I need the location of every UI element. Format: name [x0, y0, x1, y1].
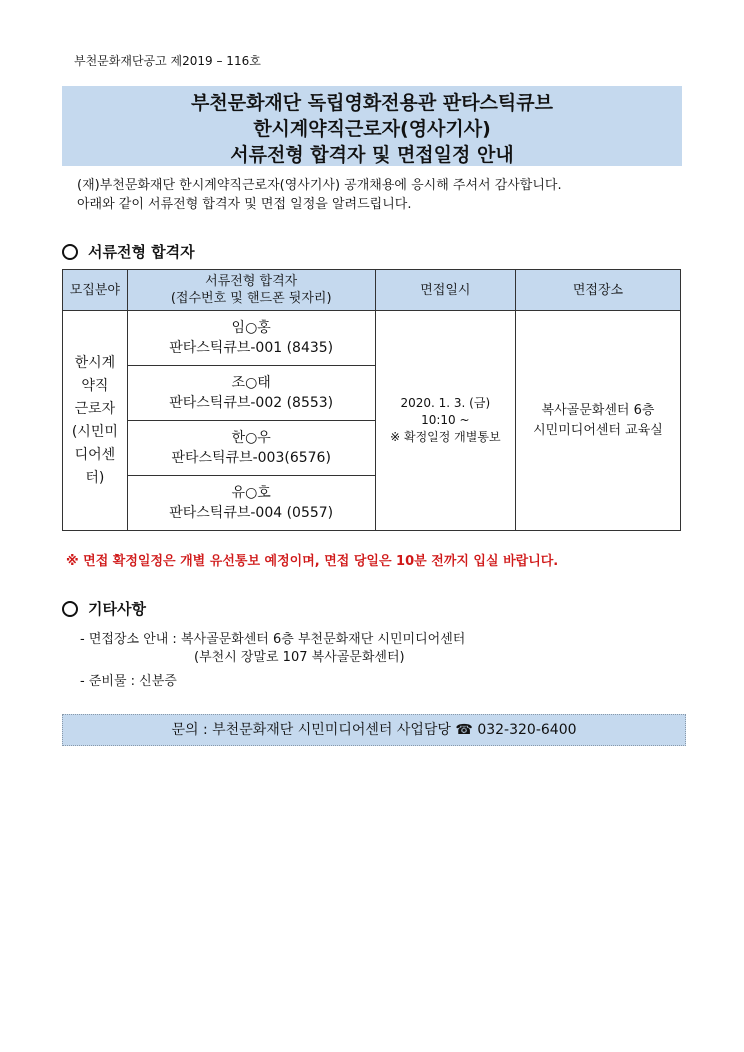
candidate-name: 조○태 — [231, 375, 271, 391]
interview-place-cell — [515, 311, 680, 531]
etc-item-supplies: - 준비물 : 신분증 — [80, 674, 177, 689]
header-candidates-line-1: 서류전형 합격자 — [205, 274, 298, 289]
candidate-cell — [127, 421, 375, 476]
date-line-1: 2020. 1. 3. (금) — [400, 396, 491, 410]
candidate-code: 판타스틱큐브-004 (0557) — [169, 505, 334, 521]
title-line-2: 한시계약직근로자(영사기사) — [253, 118, 491, 140]
contact-text: 문의 : 부천문화재단 시민미디어센터 사업담당 — [171, 722, 451, 738]
interview-date-cell — [375, 311, 515, 531]
title-line-1: 부천문화재단 독립영화전용관 판타스틱큐브 — [191, 92, 553, 114]
contact-phone: 032-320-6400 — [477, 722, 577, 738]
section-title: 서류전형 합격자 — [88, 243, 195, 261]
field-line: (시민미 — [71, 423, 118, 440]
field-line: 터) — [85, 469, 105, 486]
field-line: 한시계 — [74, 354, 116, 371]
date-line-2: 10:10 ~ — [421, 413, 470, 427]
section-heading-passers — [62, 241, 195, 262]
candidate-name: 유○호 — [231, 485, 271, 501]
place-line-2: 시민미디어센터 교육실 — [533, 422, 663, 438]
candidate-cell — [127, 476, 375, 531]
candidate-code: 판타스틱큐브-003(6576) — [171, 450, 331, 466]
date-line-3: ※ 확정일정 개별통보 — [390, 430, 501, 444]
interview-notice: ※ 면접 확정일정은 개별 유선통보 예정이며, 면접 당일은 10분 전까지 입실 바랍니다. — [66, 554, 559, 569]
field-cell — [63, 311, 128, 531]
candidate-cell — [127, 366, 375, 421]
field-line: 근로자 — [74, 400, 116, 417]
header-candidates — [127, 270, 375, 311]
etc-item-location: - 면접장소 안내 : 복사골문화센터 6층 부천문화재단 시민미디어센터 — [80, 632, 466, 647]
notice-number: 부천문화재단공고 제2019 – 116호 — [74, 54, 261, 68]
table-row — [63, 311, 681, 366]
candidate-name: 임○홍 — [231, 320, 271, 336]
intro-line-2: 아래와 같이 서류전형 합격자 및 면접 일정을 알려드립니다. — [77, 197, 412, 212]
header-candidates-line-2: (접수번호 및 핸드폰 뒷자리) — [170, 291, 332, 306]
place-line-1: 복사골문화센터 6층 — [541, 402, 655, 418]
field-line: 약직 — [81, 377, 109, 394]
header-place: 면접장소 — [515, 270, 680, 311]
circle-bullet-icon — [62, 244, 78, 260]
intro-line-1: (재)부천문화재단 한시계약직근로자(영사기사) 공개채용에 응시해 주셔서 감사합니다. — [77, 178, 562, 193]
header-field: 모집분야 — [63, 270, 128, 311]
section-heading-etc — [62, 598, 146, 619]
table-header-row — [63, 270, 681, 311]
candidate-code: 판타스틱큐브-002 (8553) — [169, 395, 334, 411]
candidate-cell — [127, 311, 375, 366]
title-banner — [62, 86, 682, 166]
phone-icon: ☎ — [455, 722, 473, 738]
contact-bar — [62, 714, 686, 746]
title-line-3: 서류전형 합격자 및 면접일정 안내 — [230, 144, 514, 166]
intro-text — [77, 176, 562, 214]
section-title: 기타사항 — [88, 600, 146, 618]
circle-bullet-icon — [62, 601, 78, 617]
field-line: 디어센 — [74, 446, 116, 463]
header-date: 면접일시 — [375, 270, 515, 311]
result-table — [62, 269, 681, 531]
candidate-code: 판타스틱큐브-001 (8435) — [169, 340, 334, 356]
etc-item-location-address: (부천시 장말로 107 복사골문화센터) — [194, 650, 405, 665]
candidate-name: 한○우 — [231, 430, 271, 446]
